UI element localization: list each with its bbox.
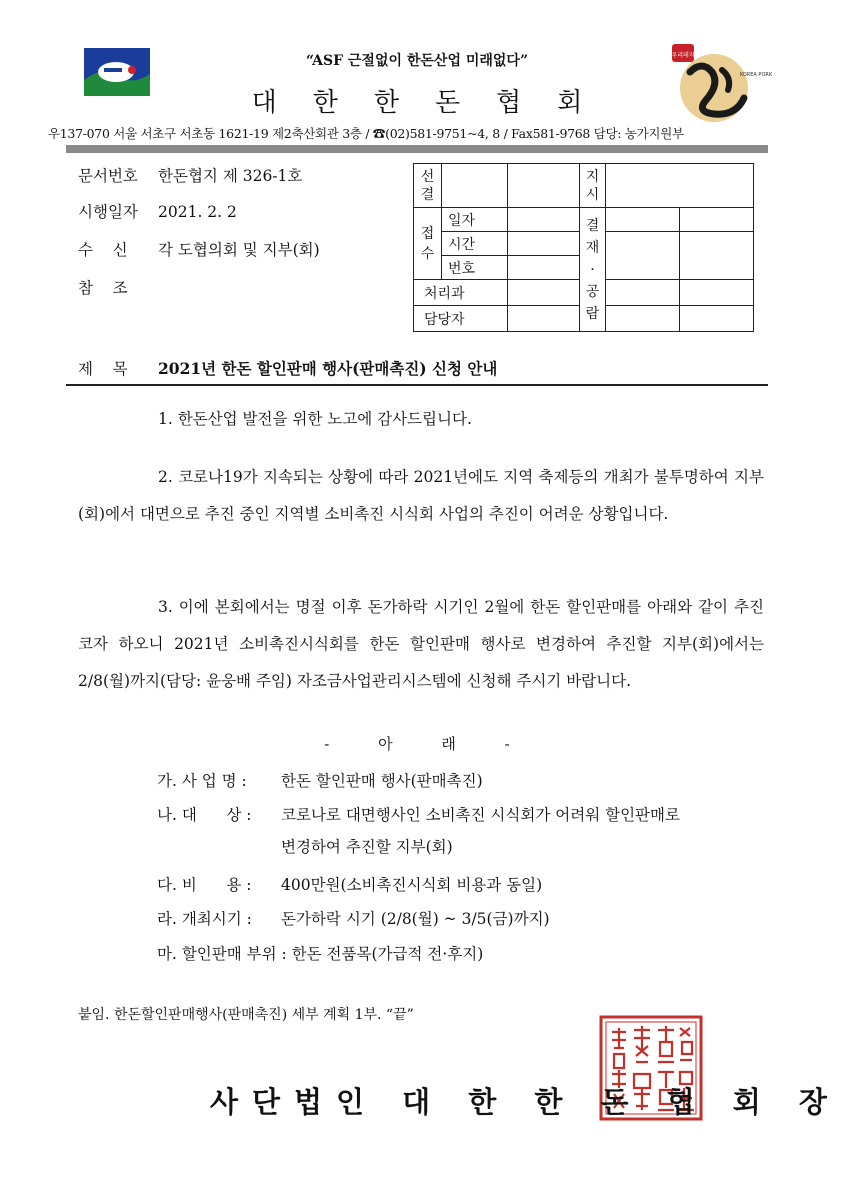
cheo-ri-gwa-label: 처리과 — [414, 280, 508, 306]
paragraph-2: 2. 코로나19가 지속되는 상황에 따라 2021년에도 지역 축제등의 개최가 불투명하여 지부(회)에서 대면으로 추진 중인 지역별 소비촉진 시식회 사업의 추진이 어려운 상황입니다. — [78, 468, 764, 523]
ahrae-heading: - 아 래 - — [324, 735, 532, 753]
doc-number-row — [78, 164, 302, 186]
date-row — [78, 200, 237, 222]
item-value: 코로나로 대면행사인 소비촉진 시식회가 어려워 할인판매로 — [281, 806, 680, 824]
reference-label: 참 조 — [78, 279, 128, 297]
recipient-label: 수 신 — [78, 241, 128, 259]
logo-badge-text: 우리돼지 — [671, 52, 695, 59]
item-label: 마. 할인판매 부위 : — [157, 945, 287, 963]
list-item — [157, 764, 767, 798]
list-item — [157, 902, 767, 936]
approval-table — [413, 163, 754, 332]
date-label: 시행일자 — [78, 203, 138, 221]
list-item — [157, 798, 767, 832]
logo-brand-text: KOREA PORK — [739, 72, 773, 78]
header-divider — [66, 145, 768, 153]
signer-name: 사단법인 대 한 한 돈 협 회 장 — [210, 1085, 841, 1119]
subject-row — [78, 357, 497, 379]
doc-number: 한돈협지 제 326-1호 — [158, 167, 303, 185]
si-gan-label: 시간 — [442, 232, 508, 256]
jeop-su-label: 접수 — [414, 208, 442, 280]
subject-divider — [66, 384, 768, 386]
org-name: 대한한돈협회 — [251, 88, 619, 118]
item-value: 한돈 할인판매 행사(판매촉진) — [281, 772, 483, 790]
doc-number-label: 문서번호 — [78, 167, 138, 185]
paragraph-3: 3. 이에 본회에서는 명절 이후 돈가하락 시기인 2월에 한돈 할인판매를 아래와 같이 추진코자 하오니 2021년 소비촉진시식회를 한돈 할인판매 행사로 변경하여 추진할 지부(회)에서는 2/8(월)까지(담당: 윤웅배 주임) 자조금사업관리시스템에 신청해 주시기 바랍니다. — [78, 598, 764, 690]
recipient-row — [78, 238, 320, 260]
beon-ho-label: 번호 — [442, 256, 508, 280]
date-value: 2021. 2. 2 — [158, 203, 237, 221]
item-label: 다. 비 용 : — [157, 876, 252, 894]
subject-text: 2021년 한돈 할인판매 행사(판매촉진) 신청 안내 — [158, 359, 498, 378]
reference-row — [78, 276, 158, 298]
dam-dang-ja-label: 담당자 — [414, 306, 508, 332]
item-value: 한돈 전품목(가급적 전·후지) — [291, 945, 484, 963]
attachment-note: 붙임. 한돈할인판매행사(판매촉진) 세부 계획 1부. “끝” — [78, 1007, 414, 1023]
item-continuation: 변경하여 추진할 지부(회) — [281, 838, 453, 856]
ji-si-label: 지시 — [580, 164, 606, 208]
subject-label: 제 목 — [78, 360, 128, 378]
paragraph-1: 1. 한돈산업 발전을 위한 노고에 감사드립니다. — [158, 410, 472, 428]
list-item — [157, 868, 767, 902]
gyeol-jae-label: 결재·공람 — [580, 208, 606, 332]
list-item — [157, 937, 767, 971]
item-label: 가. 사 업 명 : — [157, 772, 247, 790]
seon-gyeol-label: 선결 — [414, 164, 442, 208]
item-value: 돈가하락 시기 (2/8(월) ~ 3/5(금)까지) — [281, 910, 550, 928]
korea-pork-logo — [662, 42, 773, 124]
recipient-value: 각 도협의회 및 지부(회) — [158, 241, 320, 259]
item-label: 라. 개최시기 : — [157, 910, 252, 928]
slogan: “ASF 근절없이 한돈산업 미래없다” — [306, 53, 528, 69]
address-line: 우137-070 서울 서초구 서초동 1621-19 제2축산회관 3층 / ☎(02)581-9751~4, 8 / Fax581-9768 담당: 농가지원부 — [48, 126, 684, 141]
item-value: 400만원(소비촉진시식회 비용과 동일) — [281, 876, 543, 894]
il-ja-label: 일자 — [442, 208, 508, 232]
item-label: 나. 대 상 : — [157, 806, 252, 824]
